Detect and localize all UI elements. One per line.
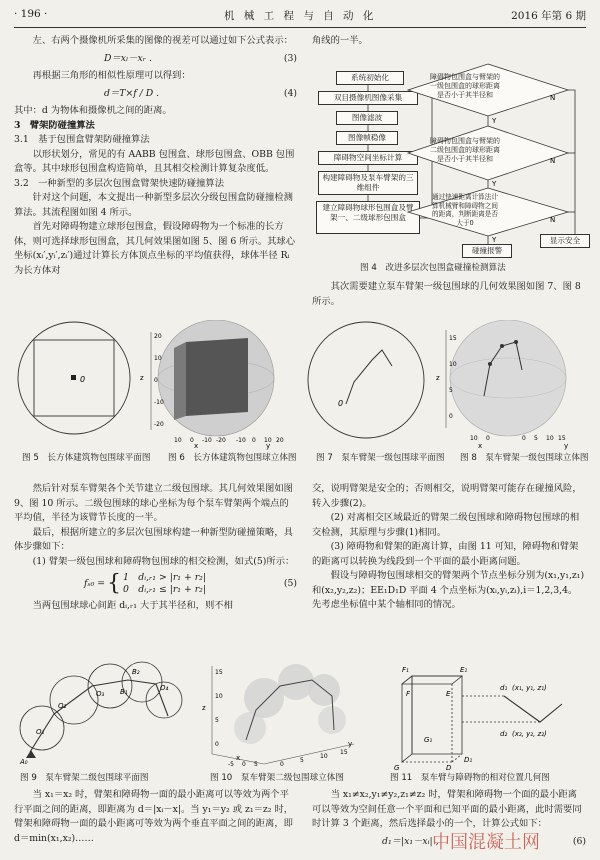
equation-case: 1 dᵢ,ᵣ₁ > |r₁ + r₂| <box>123 572 206 583</box>
brace-symbol: { <box>107 570 122 596</box>
journal-title: 机 械 工 程 与 自 动 化 <box>224 10 377 22</box>
paragraph: 当 x₁≠x₂,y₁≠y₂,z₁≠z₂ 时，臂架和障碍物一个面的最小距离可以等效为空间任意一个平面和已知平面的最小距离，此时需要同时计算 3 个距离，然后选择最小的一个，计算公式如下： <box>312 789 582 829</box>
tick-label: 10 <box>546 435 554 442</box>
axis-label-y: y <box>348 740 353 748</box>
branch-yes-label: Y <box>492 180 497 188</box>
figure-7-plane <box>308 322 424 438</box>
tick-label: 5 <box>449 387 453 394</box>
watermark-logo: 中国混凝土网 <box>432 832 540 853</box>
equation-number: (5) <box>283 577 297 589</box>
figure-8-3d <box>436 320 568 450</box>
tick-label: 15 <box>558 435 566 442</box>
branch-no-label: N <box>550 94 556 102</box>
tick-label: 0 <box>522 435 526 442</box>
tick-label: 15 <box>449 335 457 342</box>
figure-9-plane <box>20 662 182 752</box>
left-column-mid <box>14 482 297 614</box>
paragraph: 其次需要建立泵车臂架一级包围球的几何效果图如图 7、图 8 所示。 <box>312 281 581 307</box>
paragraph: 其中：d 为物体和摄像机之间的距离。 <box>14 105 172 116</box>
fc-box-filter: 图像滤波 <box>336 111 398 125</box>
right-column-mid <box>312 280 586 309</box>
origin-label: 0 <box>80 375 86 384</box>
tick-label: 5 <box>300 757 304 764</box>
paragraph: 交，说明臂架是安全的；否则相交，说明臂架可能存在碰撞风险，转入步骤(2)。 <box>312 483 582 509</box>
figures-row-1 <box>16 320 598 450</box>
paragraph: (3) 障碍物和臂架的距离计算，由图 11 可知，障碍物和臂架的距离可以转换为线段到一个平面的最小距离问题。 <box>312 541 579 567</box>
figure-6-3d <box>140 320 284 450</box>
vertex-label: G <box>394 764 400 770</box>
vertex-label: G₁ <box>424 736 433 744</box>
header-rule <box>14 27 586 28</box>
page-number: · 196 · <box>14 8 48 20</box>
tick-label: 10 <box>154 355 162 362</box>
tick-label: 0 <box>242 761 246 768</box>
node-label: O₄ <box>160 684 169 692</box>
tick-label: 10 <box>449 361 457 368</box>
tick-label: 0 <box>486 435 490 442</box>
node-label: O₂ <box>58 702 67 710</box>
axis-label-y: y <box>266 442 271 450</box>
distance-label: d₁ <box>500 684 508 692</box>
figure-5-plane <box>18 322 130 434</box>
tick-label: 0 <box>154 377 158 384</box>
figure-8-caption: 图 8 泵车臂架一级包围球立体图 <box>460 453 589 463</box>
tick-label: 0 <box>215 741 219 748</box>
figure-11-labels <box>394 666 547 770</box>
vertex-label: F <box>406 690 411 698</box>
paragraph: 针对这个问题，本文提出一种新型多层次分级包围盒防碰撞检测算法。其流程图如图 4 所示。 <box>14 192 293 218</box>
fc-box-capture: 双目摄像机图像采集 <box>318 91 418 105</box>
tick-label: -10 <box>154 399 164 406</box>
tick-label: 5 <box>254 761 258 768</box>
vertex-label: E₁ <box>460 666 468 674</box>
equation-5 <box>14 572 297 596</box>
equation-number: (4) <box>283 87 297 99</box>
branch-yes-label: Y <box>492 117 497 125</box>
figure-4-caption: 图 4 改进多层次包围盒碰撞检测算法 <box>360 263 506 273</box>
tick-label: -20 <box>216 437 226 444</box>
node-label: B₁ <box>120 688 128 696</box>
equation-number: (3) <box>283 52 297 64</box>
tick-label: 20 <box>276 437 284 444</box>
tick-label: 10 <box>264 437 272 444</box>
fc-decision-1: 障碍物包围盒与臂架的一级包围盒的球形距离是否小于其半径和 <box>430 73 500 99</box>
figure-6-caption: 图 6 长方体建筑物包围球立体图 <box>168 453 297 463</box>
tick-label: 15 <box>215 669 223 676</box>
right-column-top <box>312 34 586 49</box>
tick-label: 10 <box>470 435 478 442</box>
axis-label-y: y <box>564 442 569 450</box>
origin-label: 0 <box>338 399 344 408</box>
left-column-top <box>14 34 297 278</box>
tick-label: 5 <box>534 435 538 442</box>
branch-no-label: N <box>550 157 556 165</box>
tick-label: -10 <box>236 437 246 444</box>
node-label: A₀ <box>20 758 28 766</box>
equation-body: d₁＝|x₁－xᵢ| , <box>382 835 439 847</box>
axis-label-z: z <box>436 374 440 382</box>
axis-label-z: z <box>202 704 206 712</box>
point-label: (x₂, y₂, z₂) <box>512 730 547 738</box>
fc-decision-3: 通过快速距离计算法计算机械臂和障碍物之间的距离，判断距离是否大于0 <box>432 193 498 227</box>
tick-label: 0 <box>449 413 453 420</box>
paragraph: 假设与障碍物包围球相交的臂架两个节点坐标分别为(x₁,y₁,z₁)和(x₂,y₂,z₂)；EE₁D₁D 平面 4 个点坐标为(xᵢ,yᵢ,zᵢ),i＝1,2,3,4。先考虑坐标值中某个轴相同的情况。 <box>312 570 585 610</box>
right-column-mid2 <box>312 482 586 613</box>
figure-5-caption: 图 5 长方体建筑物包围球平面图 <box>22 453 151 463</box>
fc-box-init: 系统初始化 <box>336 71 404 85</box>
issue-label: 2016 年第 6 期 <box>511 10 586 22</box>
fc-box-safe: 显示安全 <box>540 234 590 248</box>
equation-3 <box>14 52 297 67</box>
equation-body: D＝xₗ－xᵣ . <box>104 52 152 64</box>
tick-label: 10 <box>174 437 182 444</box>
equation-number: (6) <box>572 835 586 847</box>
paragraph: 然后针对泵车臂架各个关节建立二级包围球。其几何效果图如图 9、图 10 所示。二级包围球的球心坐标为每个泵车臂架两个端点的平均值，半径为该臂节长度的一半。 <box>14 483 293 523</box>
node-label: B₂ <box>132 668 140 676</box>
vertex-label: F₁ <box>402 666 409 674</box>
paragraph: 再根据三角形的相似性原理可以得到： <box>32 70 191 81</box>
node-label: O₁ <box>36 728 45 736</box>
tick-label: 10 <box>215 693 223 700</box>
tick-label: 0 <box>190 437 194 444</box>
tick-label: 0 <box>280 761 284 768</box>
axis-label-z: z <box>140 374 144 382</box>
paragraph: 最后，根据所建立的多层次包围球构建一种新型防碰撞策略，具体步骤如下： <box>14 526 293 552</box>
vertex-label: D₁ <box>464 756 473 764</box>
paragraph: 当 x₁＝x₂ 时，臂架和障碍物一面的最小距离可以等效为两个平行平面之间的距离，即距离为 d＝|xᵢ－x|。当 y₁＝y₂ 或 z₁＝z₂ 时，臂架和障碍物一面的最小距离可等效为两个垂直平面之间的距离，即 d＝min(x₁,x₂)…… <box>14 789 294 844</box>
paragraph: 左、右两个摄像机所采集的图像的视差可以通过如下公式表示： <box>32 35 293 46</box>
subsection-heading: 3.2 一种新型的多层次包围盒臂架快速防碰撞算法 <box>14 177 225 189</box>
paragraph: (2) 对离相交区域最近的臂架二级包围球和障碍物包围球的相交检测，其原理与步骤(1)相同。 <box>312 512 580 538</box>
tick-label: 15 <box>340 749 348 756</box>
point-label: (x₁, y₁, z₁) <box>512 684 547 692</box>
paragraph: 当两包围球球心间距 dᵢ,ᵣ₁ 大于其半径和，则不相 <box>32 600 233 611</box>
paragraph: 角线的一半。 <box>312 35 368 46</box>
tick-label: 10 <box>320 753 328 760</box>
axis-label-x: x <box>194 442 199 450</box>
paragraph: 以形状划分，常见的有 AABB 包围盒、球形包围盒、OBB 包围盒等。其中球形包围盒构造简单，且其相交检测计算复杂度低。 <box>14 148 295 174</box>
figure-10-caption: 图 10 泵车臂架二级包围球立体图 <box>210 773 344 783</box>
distance-label: d₂ <box>500 730 508 738</box>
fc-decision-2: 障碍物包围盒与臂架的二级包围盒的球形距离是否小于其半径和 <box>430 137 500 163</box>
base-support-icon <box>26 750 36 758</box>
tick-label: 5 <box>215 717 219 724</box>
branch-yes-label: Y <box>492 236 497 244</box>
vertex-label: D <box>446 764 452 770</box>
tick-label: 0 <box>252 437 256 444</box>
figure-9-caption: 图 9 泵车臂架二级包围球平面图 <box>20 773 149 783</box>
axis-label-x: x <box>236 754 241 762</box>
tick-label: -5 <box>228 761 234 768</box>
tick-label: -20 <box>154 421 164 428</box>
axis-label-x: x <box>478 442 483 450</box>
fc-box-alarm: 碰撞报警 <box>462 244 512 258</box>
fc-box-stabilize: 图像帧稳像 <box>336 131 398 145</box>
equation-case: 0 dᵢ,ᵣ₁ ≤ |r₁ + r₂| <box>123 584 206 595</box>
equation-body: d＝T×f / D . <box>104 87 160 99</box>
equation-4 <box>14 87 297 102</box>
left-column-bottom <box>14 788 297 846</box>
tick-label: -10 <box>202 437 212 444</box>
paragraph: (1) 臂架一级包围球和障碍物包围球的相交检测，如式(5)所示： <box>32 555 295 567</box>
branch-no-label: N <box>550 216 556 224</box>
figure-7-caption: 图 7 泵车臂架一级包围球平面图 <box>316 453 445 463</box>
fc-box-3d-model: 构建障碍物及泵车臂架的三维组件 <box>318 171 418 195</box>
figure-10-3d <box>202 664 354 768</box>
node-label: O₃ <box>96 690 105 698</box>
running-header <box>14 6 586 26</box>
figures-row-2 <box>14 660 598 770</box>
tick-label: 20 <box>154 333 162 340</box>
paragraph: 首先对障碍物建立球形包围盒，假设障碍物为一个标准的长方体，则可选择球形包围盒，其几何效果图如图 5、图 6 所示。其球心坐标(xᵢ′,yᵢ′,zᵢ′)通过计算长方体顶点坐标的平均值获得，球体半径 Rᵢ 为长方体对 <box>14 221 296 276</box>
fc-box-coords: 障碍物空间坐标计算 <box>318 151 418 165</box>
equation-lhs: fₛ₀ = <box>84 577 106 589</box>
section-heading: 3 臂架防碰撞算法 <box>14 119 95 131</box>
subsection-heading: 3.1 基于包围盒臂架防碰撞算法 <box>14 134 150 145</box>
vertex-label: E <box>446 690 451 698</box>
fc-box-bounding-spheres: 建立障碍物球形包围盒及臂架一、二级球形包围盒 <box>316 201 420 234</box>
figure-11-caption: 图 11 泵车臂与障碍物的相对位置几何图 <box>390 773 550 783</box>
